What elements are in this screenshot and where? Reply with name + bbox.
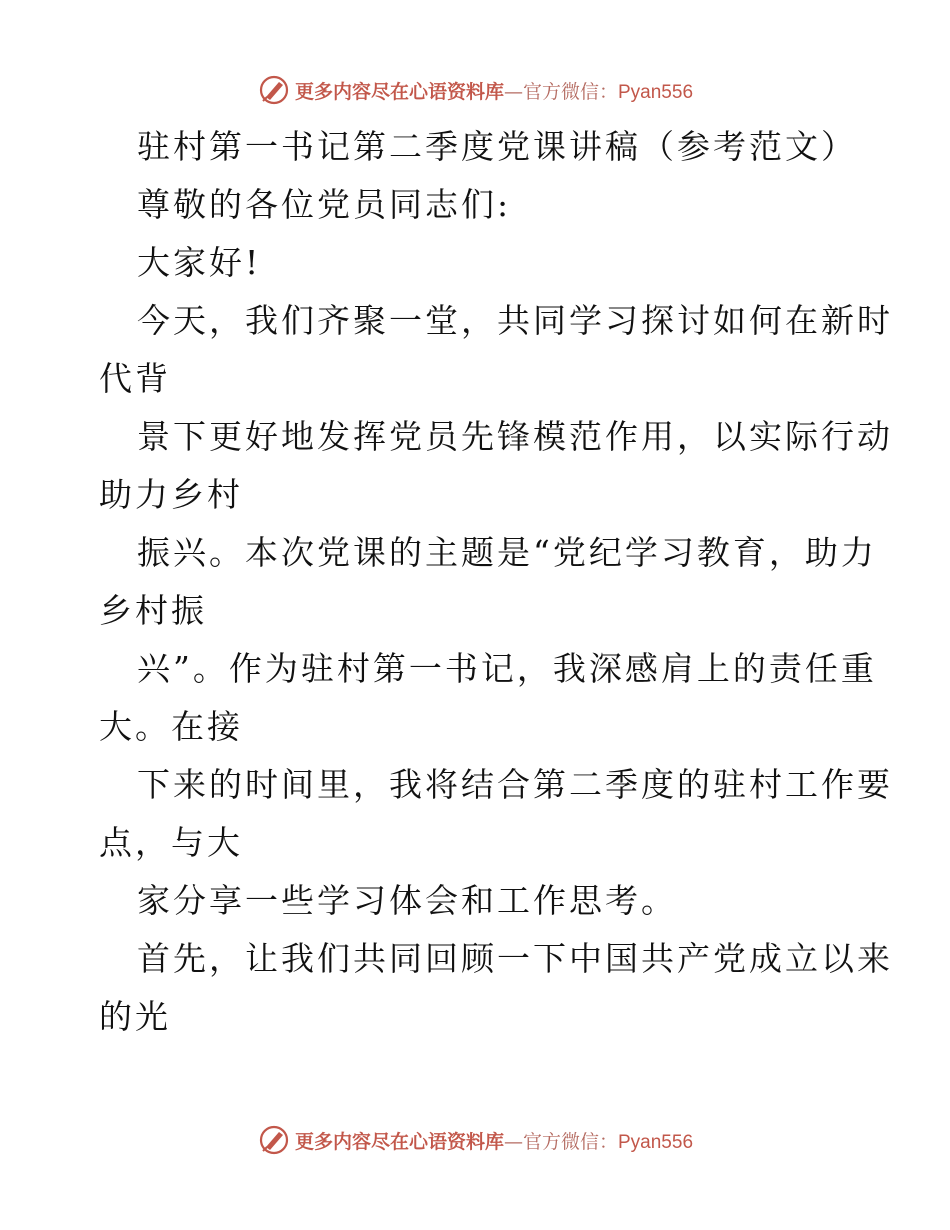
document-line: 点，与大 <box>99 823 243 862</box>
document-line: 家分享一些学习体会和工作思考。 <box>137 881 677 920</box>
footer-banner-handle: Pyan556 <box>618 1131 694 1153</box>
document-line: 大家好! <box>137 243 262 282</box>
document-line: 今天，我们齐聚一堂，共同学习探讨如何在新时 <box>137 301 893 340</box>
document-line: 下来的时间里，我将结合第二季度的驻村工作要 <box>137 765 893 804</box>
footer-banner-text <box>295 1127 693 1154</box>
header-banner-handle: Pyan556 <box>618 81 694 103</box>
footer-banner-main: 更多内容尽在心语资料库 <box>294 1130 504 1153</box>
document-line: 大。在接 <box>99 707 243 746</box>
document-line: 景下更好地发挥党员先锋模范作用，以实际行动 <box>137 417 893 456</box>
footer-banner-separator: — <box>503 1130 523 1153</box>
document-line: 振兴。本次党课的主题是“党纪学习教育，助力 <box>137 533 877 572</box>
header-banner-text <box>295 77 693 104</box>
header-banner-label: 官方微信： <box>522 80 618 103</box>
document-line: 助力乡村 <box>99 475 243 514</box>
header-banner-separator: — <box>503 80 523 103</box>
document-line: 首先，让我们共同回顾一下中国共产党成立以来 <box>137 939 893 978</box>
document-line: 乡村振 <box>99 591 207 630</box>
header-banner-main: 更多内容尽在心语资料库 <box>294 80 504 103</box>
footer-watermark-banner <box>0 1120 950 1160</box>
document-line: 兴”。作为驻村第一书记，我深感肩上的责任重 <box>137 649 877 688</box>
pen-logo-icon <box>257 1123 291 1157</box>
document-line: 代背 <box>99 359 171 398</box>
header-watermark-banner <box>0 70 950 110</box>
document-title: 驻村第一书记第二季度党课讲稿（参考范文） <box>137 127 857 166</box>
document-line: 尊敬的各位党员同志们: <box>137 185 512 224</box>
pen-logo-icon <box>257 73 291 107</box>
footer-banner-label: 官方微信： <box>522 1130 618 1153</box>
document-line: 的光 <box>99 997 171 1036</box>
